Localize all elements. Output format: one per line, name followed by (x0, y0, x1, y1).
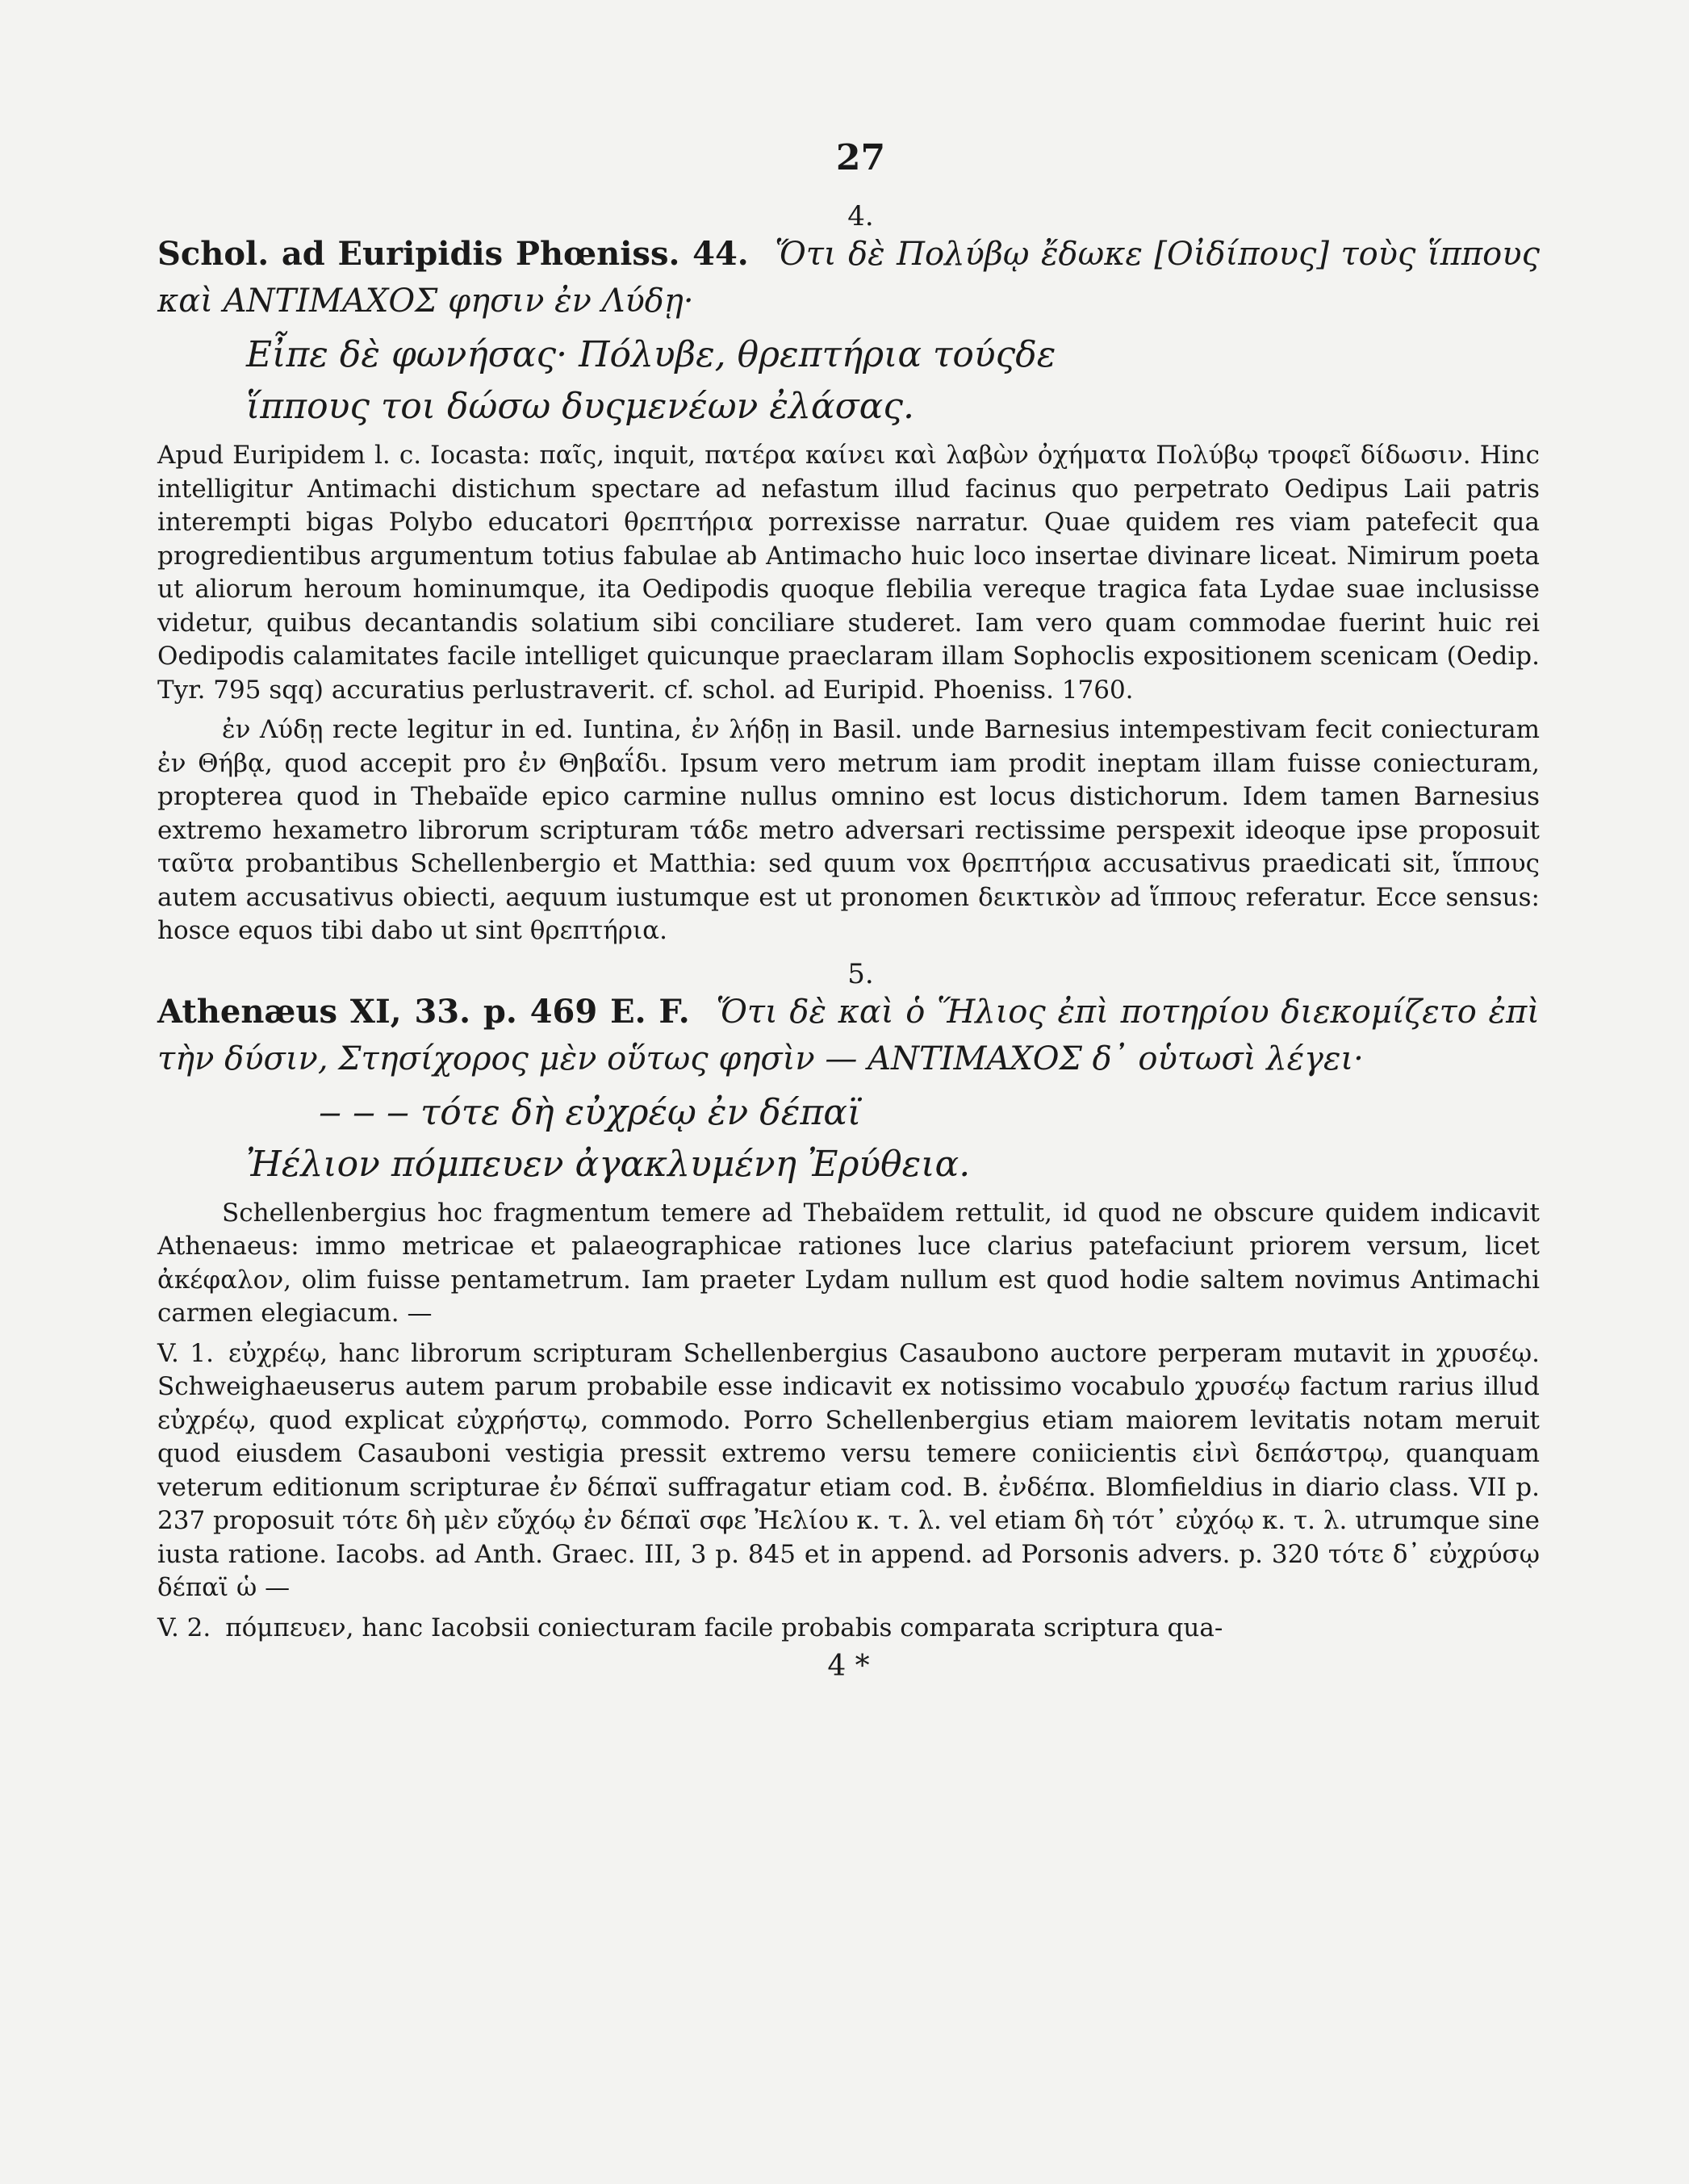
note-text: εὐχρέῳ, hanc librorum scripturam Schellenbergius Casaubono auctore perperam mutavit in χρυσέῳ. Schweighaeuserus autem parum probabile esse indicavit ex notissimo vocabulo χρυσέῳ factum rarius illud εὐχρέῳ, quod explicat εὐχρήστῳ, commodo. Porro Schellenbergius etiam maiorem levitatis notam meruit quod eiusdem Casauboni vestigia pressit extremo versu temere coniicientis εἰνὶ δεπάστρῳ, quanquam veterum editionum scripturae ἐν δέπαϊ suffragatur etiam cod. B. ἐνδέπα. Blomfieldius in diario class. VII p. 237 proposuit τότε δὴ μὲν εὔχόῳ ἐν δέπαϊ σφε Ἠελίου κ. τ. λ. vel etiam δὴ τότ᾽ εὐχόῳ κ. τ. λ. utrumque sine iusta ratione. Iacobs. ad Anth. Graec. III, 3 p. 845 et in append. ad Porsonis advers. p. 320 τότε δ᾽ εὐχρύσῳ δέπαϊ ὡ — (157, 1338, 1540, 1602)
note-text: πόμπευεν, hanc Iacobsii coniecturam facile probabis comparata scriptura qua- (225, 1613, 1223, 1642)
section-number: 4. (847, 200, 874, 232)
source-citation: Athenæus XI, 33. p. 469 E. F. (157, 992, 690, 1031)
greek-introduction: Ὅτι δὲ Πολύβῳ ἔδωκε [Οἰδίπους] τοὺς ἵππους καὶ ΑΝΤΙΜΑΧΟΣ φησιν ἐν Λύδῃ· (157, 236, 1540, 320)
verse-fragment (157, 1087, 1540, 1190)
commentary-paragraph: Schellenbergius hoc fragmentum temere ad Thebaïdem rettulit, id quod ne obscure quidem indicavit Athenaeus: immo metricae et palaeographicae rationes luce clarius patefaciunt priorem versum, licet ἀκέφαλον, olim fuisse pentametrum. Iam praeter Lydam nullum est quod hodie saltem novimus Antimachi carmen elegiacum. — (157, 1198, 1540, 1328)
verse-line: ‒ ‒ ‒ τότε δὴ εὐχρέῳ ἐν δέπαϊ (319, 1091, 862, 1133)
commentary-paragraph: ἐν Λύδῃ recte legitur in ed. Iuntina, ἐν λήδῃ in Basil. unde Barnesius intempestivam fecit coniecturam ἐν Θήβᾳ, quod accepit pro ἐν Θηβαΐδι. Ipsum vero metrum iam prodit ineptam illam fuisse coniecturam, propterea quod in Thebaïde epico carmine nullus omnino est locus distichorum. Idem tamen Barnesius extremo hexametro librorum scripturam τάδε metro adversari rectissime perspexit ideoque ipse proposuit ταῦτα probantibus Schellenbergio et Matthia: sed quum vox θρεπτήρια accusativus praedicati sit, ἵππους autem accusativus obiecti, aequum iustumque est ut pronomen δεικτικὸν ad ἵππους referatur. Ecce sensus: hosce equos tibi dabo ut sint θρεπτήρια. (157, 715, 1540, 945)
commentary-paragraph: Apud Euripidem l. c. Iocasta: παῖς, inquit, πατέρα καίνει καὶ λαβὼν ὀχήματα Πολύβῳ τροφεῖ δίδωσιν. Hinc intelligitur Antimachi distichum spectare ad nefastum illud facinus quo perpetrato Oedipus Laii patris interempti bigas Polybo educatori θρεπτήρια porrexisse narratur. Quae quidem res viam patefecit qua progredientibus argumentum totius fabulae ab Antimacho huic loco insertae divinare liceat. Nimirum poeta ut aliorum heroum hominumque, ita Oedipodis quoque flebilia vereque tragica fata Lydae suae inclusisse videtur, quibus decantandis solatium sibi conciliare studeret. Iam vero quam commodae fuerint huic rei Oedipodis calamitates facile intelliget quicunque praeclaram illam Sophoclis expositionem scenicam (Oedip. Tyr. 795 sqq) accuratius perlustraverit. cf. schol. ad Euripid. Phoeniss. 1760. (157, 441, 1540, 705)
printer-signature: 4 * (827, 1650, 870, 1683)
greek-introduction: Ὅτι δὲ καὶ ὁ Ἥλιος ἐπὶ ποτηρίου διεκομίζετο ἐπὶ τὴν δύσιν, Στησίχορος μὲν οὕτως φησὶν — ΑΝΤΙΜΑΧΟΣ δ᾽ οὑτωσὶ λέγει· (157, 993, 1540, 1077)
verse-line: ἵππους τοι δώσω δυςμενέων ἐλάσας. (246, 386, 914, 427)
section-heading (157, 231, 1540, 324)
critical-note (157, 1612, 1540, 1646)
verse-fragment (157, 329, 1540, 433)
section-heading (157, 989, 1540, 1082)
source-citation: Schol. ad Euripidis Phœniss. 44. (157, 235, 749, 273)
page-number: 27 (835, 137, 886, 178)
note-label: V. 2. (157, 1613, 211, 1642)
note-label: V. 1. (157, 1338, 215, 1368)
section-5 (157, 957, 1540, 1646)
verse-line: Ἠέλιον πόμπευεν ἀγακλυμένη Ἐρύθεια. (246, 1143, 971, 1185)
verse-line: Εἶπε δὲ φωνήσας· Πόλυβε, θρεπτήρια τούςδε (246, 334, 1056, 375)
section-4 (157, 202, 1540, 948)
critical-note (157, 1337, 1540, 1605)
section-number: 5. (847, 957, 874, 990)
